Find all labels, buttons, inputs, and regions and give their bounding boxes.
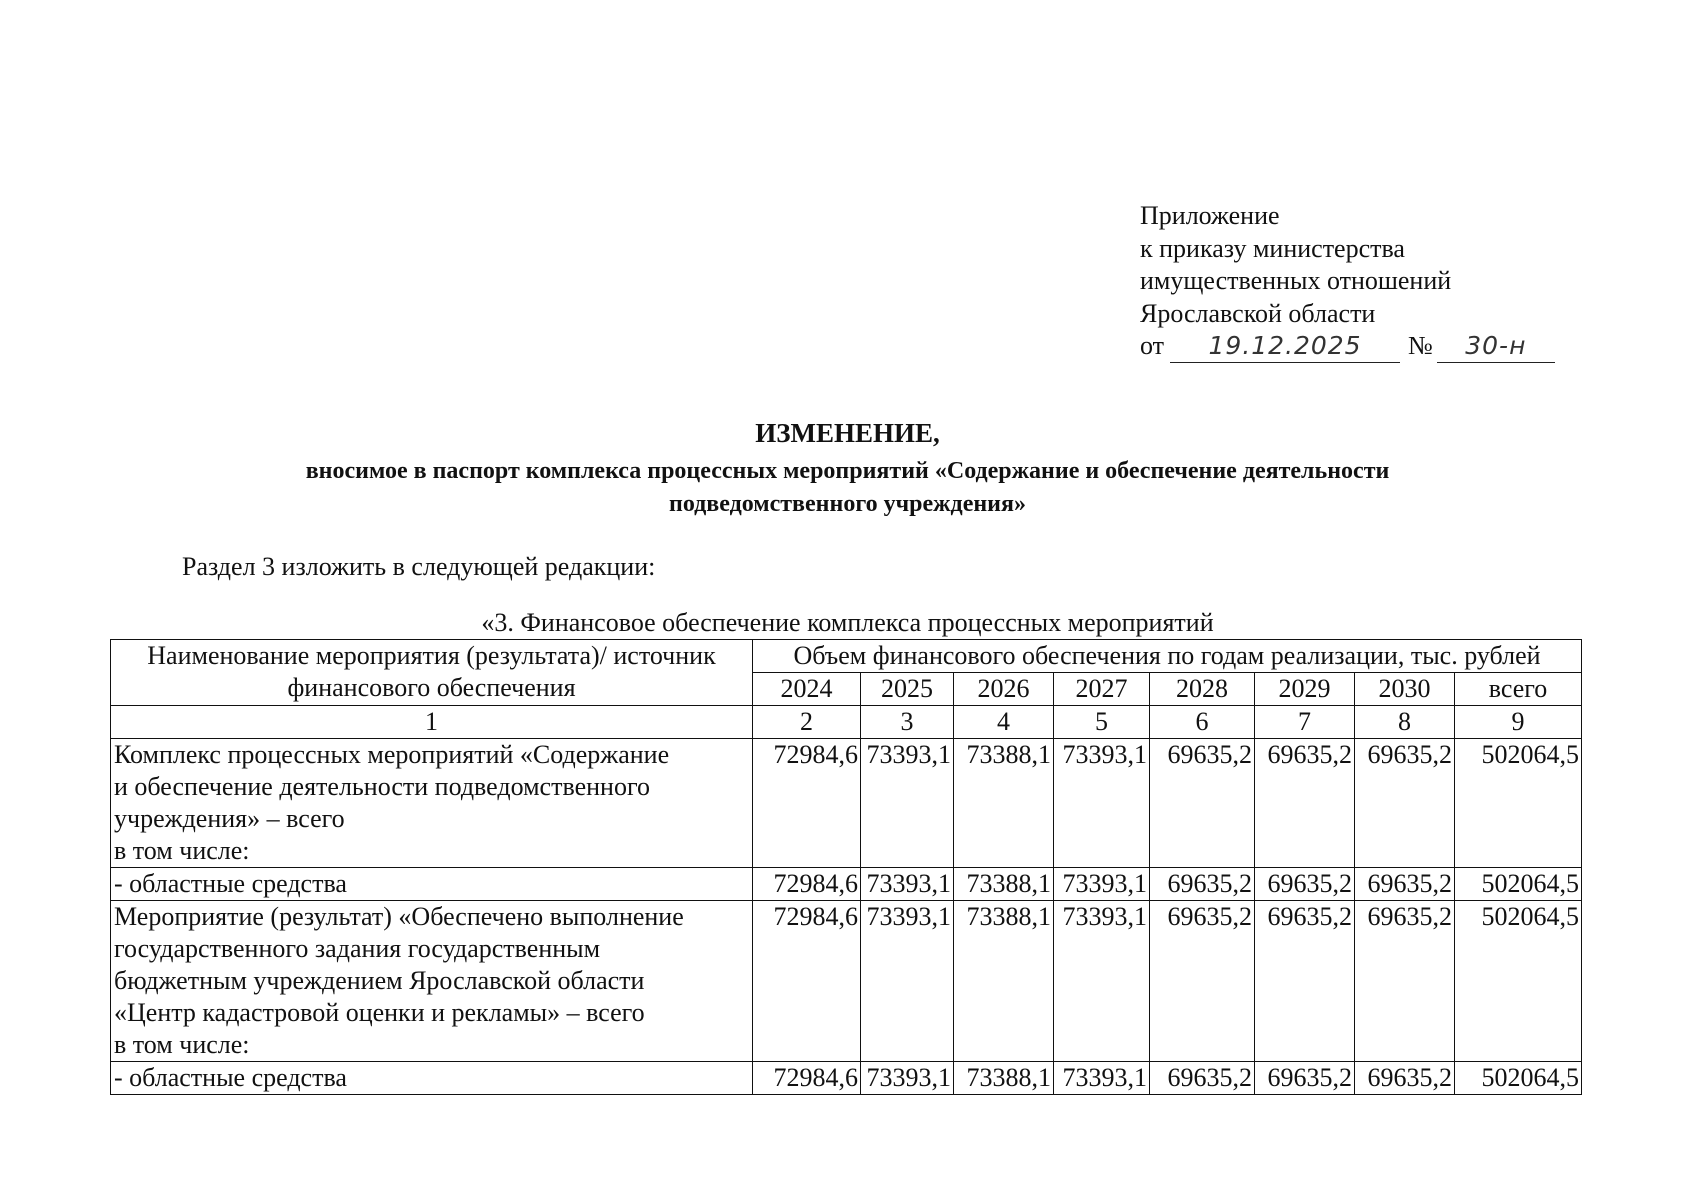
handwritten-date: 19.12.2025 [1170, 332, 1400, 363]
value-cell: 69635,2 [1255, 868, 1355, 901]
subtitle-line: подведомственного учреждения» [669, 491, 1026, 517]
col-number-cell: 8 [1355, 706, 1455, 739]
date-prefix: от [1140, 331, 1165, 360]
year-cell: 2029 [1255, 673, 1355, 706]
financing-table [110, 639, 1582, 1095]
year-cell: 2024 [753, 673, 861, 706]
handwritten-order-number: 30-н [1437, 332, 1555, 363]
header-name-cell: Наименование мероприятия (результата)/ источник финансового обеспечения [111, 640, 753, 706]
row-name-cell [111, 868, 753, 901]
col-number-cell: 7 [1255, 706, 1355, 739]
value-cell: 69635,2 [1355, 739, 1455, 868]
col-number-cell: 4 [954, 706, 1054, 739]
value-cell: 73393,1 [1054, 1062, 1150, 1095]
row-name-line: государственного задания государственным [114, 934, 601, 963]
col-number-cell: 3 [861, 706, 954, 739]
value-cell: 502064,5 [1455, 739, 1582, 868]
value-cell: 69635,2 [1355, 901, 1455, 1062]
value-cell: 73393,1 [861, 739, 954, 868]
value-cell: 69635,2 [1150, 739, 1255, 868]
row-name-cell [111, 901, 753, 1062]
value-cell: 69635,2 [1255, 739, 1355, 868]
row-name-line: в том числе: [114, 836, 250, 865]
header-volume-cell: Объем финансового обеспечения по годам реализации, тыс. рублей [753, 640, 1582, 673]
header-row [111, 640, 1582, 673]
subtitle-line: вносимое в паспорт комплекса процессных мероприятий «Содержание и обеспечение деятельности [305, 458, 1390, 484]
col-number-cell: 1 [111, 706, 753, 739]
year-cell: 2028 [1150, 673, 1255, 706]
value-cell: 502064,5 [1455, 1062, 1582, 1095]
order-date-number-row [1140, 330, 1555, 364]
value-cell: 72984,6 [753, 868, 861, 901]
year-cell: 2027 [1054, 673, 1150, 706]
value-cell: 72984,6 [753, 1062, 861, 1095]
row-name-line: и обеспечение деятельности подведомственного [114, 772, 650, 801]
row-name-line: - областные средства [114, 1063, 347, 1092]
value-cell: 502064,5 [1455, 868, 1582, 901]
appendix-line: Приложение [1140, 201, 1280, 230]
value-cell: 73388,1 [954, 739, 1054, 868]
value-cell: 69635,2 [1150, 868, 1255, 901]
row-name-line: - областные средства [114, 869, 347, 898]
value-cell: 73388,1 [954, 1062, 1054, 1095]
column-number-row [111, 706, 1582, 739]
document-title: ИЗМЕНЕНИЕ, [755, 418, 940, 448]
table-row [111, 868, 1582, 901]
appendix-line: имущественных отношений [1140, 266, 1452, 295]
value-cell: 73393,1 [1054, 901, 1150, 1062]
table-row [111, 1062, 1582, 1095]
col-number-cell: 9 [1455, 706, 1582, 739]
year-cell: 2030 [1355, 673, 1455, 706]
table-caption: «3. Финансовое обеспечение комплекса процессных мероприятий [481, 608, 1214, 637]
value-cell: 73393,1 [861, 868, 954, 901]
table-row [111, 739, 1582, 868]
value-cell: 73393,1 [861, 901, 954, 1062]
value-cell: 69635,2 [1355, 868, 1455, 901]
row-name-line: учреждения» – всего [114, 804, 345, 833]
row-name-line: «Центр кадастровой оценки и рекламы» – всего [114, 998, 645, 1027]
appendix-line: Ярославской области [1140, 298, 1376, 328]
year-cell: 2026 [954, 673, 1054, 706]
instruction-text: Раздел 3 изложить в следующей редакции: [182, 552, 656, 581]
document-subtitle [0, 455, 1695, 521]
row-name-cell [111, 1062, 753, 1095]
appendix-block [1140, 200, 1555, 364]
value-cell: 73393,1 [1054, 868, 1150, 901]
value-cell: 502064,5 [1455, 901, 1582, 1062]
value-cell: 69635,2 [1255, 1062, 1355, 1095]
value-cell: 73393,1 [861, 1062, 954, 1095]
value-cell: 69635,2 [1355, 1062, 1455, 1095]
year-cell: всего [1455, 673, 1582, 706]
value-cell: 73388,1 [954, 901, 1054, 1062]
value-cell: 72984,6 [753, 901, 861, 1062]
row-name-line: Мероприятие (результат) «Обеспечено выполнение [114, 902, 684, 931]
row-name-cell [111, 739, 753, 868]
col-number-cell: 5 [1054, 706, 1150, 739]
appendix-line: к приказу министерства [1140, 233, 1405, 263]
number-sign: № [1408, 331, 1433, 360]
row-name-line: Комплекс процессных мероприятий «Содержание [114, 740, 670, 769]
value-cell: 69635,2 [1150, 901, 1255, 1062]
value-cell: 69635,2 [1255, 901, 1355, 1062]
col-number-cell: 2 [753, 706, 861, 739]
row-name-line: бюджетным учреждением Ярославской области [114, 966, 645, 995]
col-number-cell: 6 [1150, 706, 1255, 739]
table-row [111, 901, 1582, 1062]
value-cell: 72984,6 [753, 739, 861, 868]
row-name-line: в том числе: [114, 1030, 250, 1059]
value-cell: 69635,2 [1150, 1062, 1255, 1095]
value-cell: 73393,1 [1054, 739, 1150, 868]
value-cell: 73388,1 [954, 868, 1054, 901]
year-cell: 2025 [861, 673, 954, 706]
